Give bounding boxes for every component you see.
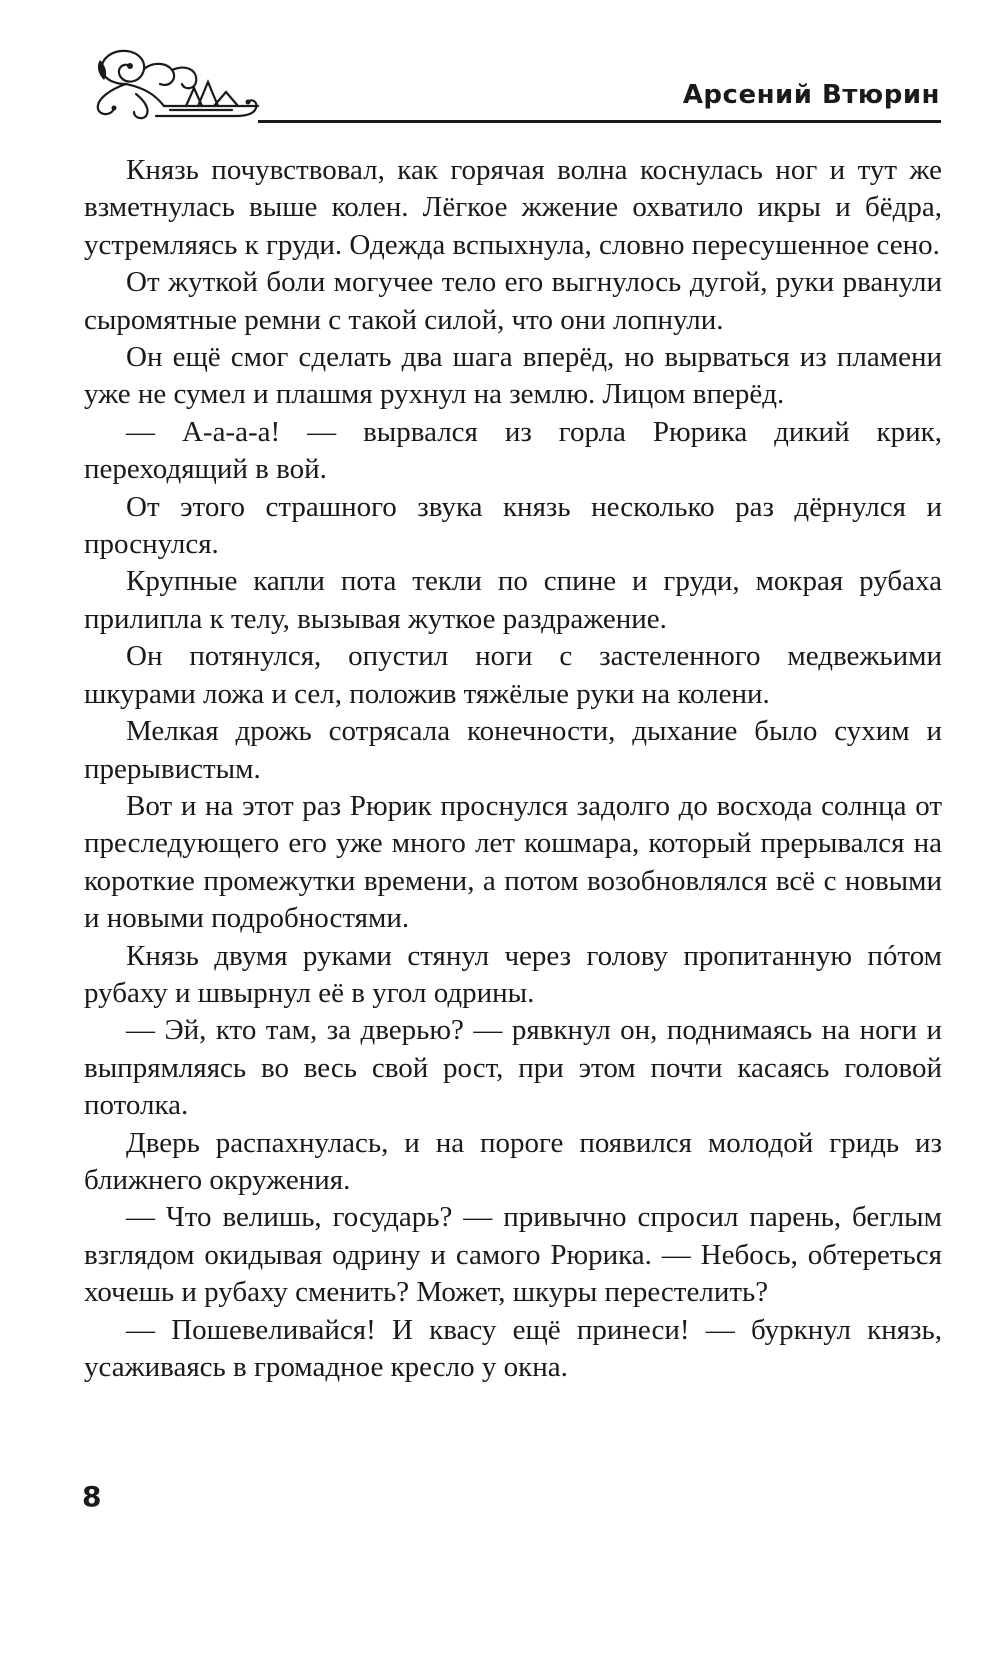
paragraph: Он ещё смог сделать два шага вперёд, но вырваться из пламени уже не сумел и плашмя рухнул на землю. Лицом вперёд. <box>84 341 942 411</box>
header-rule <box>258 120 941 123</box>
paragraph: От жуткой боли могучее тело его выгнулось дугой, руки рванули сыромятные ремни с такой силой, что они лопнули. <box>84 266 942 336</box>
paragraph: — Что велишь, государь? — привычно спросил парень, беглым взглядом окидывая одрину и самого Рюрика. — Небось, обтереться хочешь и рубаху сменить? Может, шкуры перестелить? <box>84 1201 942 1309</box>
body-text <box>84 152 942 1386</box>
paragraph: От этого страшного звука князь несколько раз дёрнулся и проснулся. <box>84 490 942 561</box>
page-number: 8 <box>82 1480 102 1513</box>
decorative-scroll-ornament-icon <box>86 44 266 124</box>
paragraph: Князь почувствовал, как горячая волна коснулась ног и тут же взметнулась выше колен. Лёгкое жжение охватило икры и бёдра, устремляясь к груди. Одежда вспыхнула, словно пересушенное сено. <box>84 154 942 261</box>
paragraph: Он потянулся, опустил ноги с застеленного медвежьими шкурами ложа и сел, положив тяжёлые руки на колени. <box>84 640 942 710</box>
running-head-author: Арсений Втюрин <box>682 80 940 110</box>
paragraph: Князь двумя руками стянул через голову пропитанную пóтом рубаху и швырнул её в угол одрины. <box>84 939 942 1009</box>
paragraph: Дверь распахнулась, и на пороге появился молодой гридь из ближнего окружения. <box>84 1126 942 1196</box>
paragraph: Вот и на этот раз Рюрик проснулся задолго до восхода солнца от преследующего его уже много лет кошмара, который прерывался на короткие промежутки времени, а потом возобновлялся всё с новыми и новыми подробностями. <box>84 789 942 935</box>
paragraph: — Пошевеливайся! И квасу ещё принеси! — буркнул князь, усаживаясь в громадное кресло у окна. <box>84 1313 942 1383</box>
paragraph: Крупные капли пота текли по спине и груди, мокрая рубаха прилипла к телу, вызывая жуткое раздражение. <box>84 565 942 635</box>
paragraph: — А-а-а-а! — вырвался из горла Рюрика дикий крик, переходящий в вой. <box>84 415 942 486</box>
paragraph: — Эй, кто там, за дверью? — рявкнул он, поднимаясь на ноги и выпрямляясь во весь свой рост, при этом почти касаясь головой потолка. <box>84 1014 942 1122</box>
paragraph: Мелкая дрожь сотрясала конечности, дыхание было сухим и прерывистым. <box>84 715 942 785</box>
